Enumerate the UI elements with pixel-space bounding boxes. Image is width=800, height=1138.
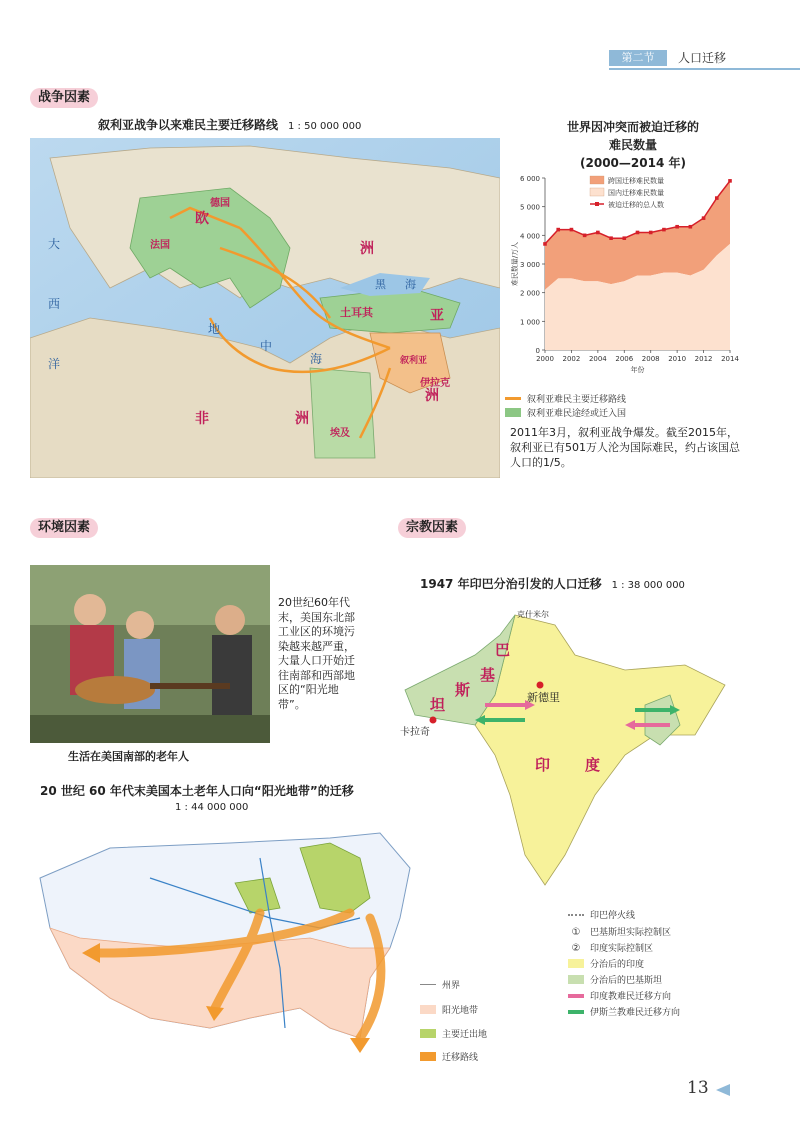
india-map-scale: 1 : 38 000 000 (611, 580, 685, 591)
india-legend-pakistan (568, 973, 662, 986)
y-tick-label: 0 (535, 347, 540, 355)
us-legend-boundary-label: 州界 (442, 981, 461, 991)
x-tick-label: 2004 (588, 355, 607, 363)
legend-label: 国内迁移难民数量 (608, 189, 664, 197)
label-germany: 德国 (210, 198, 230, 209)
point-total (675, 225, 679, 229)
point-total (596, 231, 600, 235)
legend-marker (595, 202, 599, 206)
syria-map-caption (98, 116, 361, 133)
label-turkey: 土耳其 (340, 306, 373, 319)
label-asia: 亚 (430, 308, 444, 324)
us-legend-sunbelt-label: 阳光地带 (442, 1006, 479, 1016)
point-total (662, 228, 666, 232)
label-atlantic3: 洋 (48, 357, 61, 371)
boundary-swatch (420, 984, 436, 985)
y-tick-label: 5 000 (519, 203, 540, 212)
y-tick-label: 3 000 (519, 261, 540, 269)
label-iraq: 伊拉克 (420, 378, 450, 389)
label-atlantic2: 西 (48, 297, 61, 311)
point-total (649, 231, 653, 235)
page-number: 13 (687, 1078, 709, 1098)
label-pakistan2: 基 (480, 666, 496, 684)
india-map-title: 1947 年印巴分治引发的人口迁移 (420, 577, 602, 591)
origin-swatch (420, 1029, 436, 1038)
india-legend-ind-control (568, 941, 653, 954)
point-total (556, 228, 560, 232)
us-legend-route (420, 1050, 478, 1063)
us-legend-origin-label: 主要迁出地 (442, 1030, 488, 1040)
india-legend-india-label: 分治后的印度 (590, 960, 645, 970)
sunbelt-swatch (420, 1005, 436, 1014)
india-legend-india (568, 957, 644, 970)
us-legend-origin (420, 1027, 487, 1040)
x-axis-label: 年份 (630, 366, 645, 374)
y-tick-label: 6 000 (519, 175, 540, 183)
syria-legend-country (505, 406, 626, 419)
label-pakistan: 巴 (495, 641, 511, 659)
legend-swatch (590, 176, 604, 184)
label-europe2: 洲 (360, 241, 374, 257)
india-legend-hindu (568, 989, 671, 1002)
india-legend-ceasefire (568, 908, 635, 921)
x-tick-label: 2010 (668, 355, 687, 363)
photo-caption: 生活在美国南部的老年人 (68, 750, 189, 763)
elderly-photo (30, 565, 270, 743)
point-total (636, 231, 640, 235)
section-badge: 第二节 (609, 50, 667, 66)
india-legend-ceasefire-label: 印巴停火线 (590, 911, 636, 921)
point-total (715, 196, 719, 200)
india-legend-pakistan-label: 分治后的巴基斯坦 (590, 976, 663, 986)
country-swatch (505, 408, 521, 417)
india-map-caption (420, 575, 685, 592)
india-legend-pak-control-label: 巴基斯坦实际控制区 (590, 928, 672, 938)
label-black-sea2: 海 (405, 278, 416, 291)
x-tick-label: 2002 (562, 355, 581, 363)
us-map-scale: 1 : 44 000 000 (175, 802, 249, 813)
syria-legend-route (505, 392, 626, 405)
point-total (543, 242, 547, 246)
us-map-caption: 20 世纪 60 年代末美国本土老年人口向“阳光地带”的迁移 (40, 784, 354, 798)
label-egypt: 埃及 (330, 428, 350, 439)
circle-one-icon: ① (571, 927, 581, 938)
x-tick-label: 2008 (641, 355, 660, 363)
header-rule (609, 68, 800, 70)
label-pakistan4: 坦 (430, 696, 446, 714)
india-legend-hindu-label: 印度教难民迁移方向 (590, 992, 672, 1002)
route-arrow-swatch (420, 1052, 436, 1061)
pakistan-swatch (568, 975, 584, 984)
legend-label: 跨国迁移难民数量 (608, 177, 664, 185)
section-tag-religion: 宗教因素 (398, 518, 466, 538)
india-legend-ind-control-label: 印度实际控制区 (590, 944, 654, 954)
arrow-left-icon (716, 1084, 730, 1096)
india-legend-muslim (568, 1005, 680, 1018)
label-pakistan3: 斯 (455, 681, 471, 699)
india-legend-muslim-label: 伊斯兰教难民迁移方向 (590, 1008, 681, 1018)
syria-refugee-map (30, 138, 500, 478)
y-tick-label: 4 000 (519, 232, 540, 241)
y-axis-label: 难民数量/万人 (511, 241, 519, 287)
us-legend-sunbelt (420, 1003, 478, 1016)
syria-legend-route-label: 叙利亚难民主要迁移路线 (527, 395, 627, 405)
x-tick-label: 2014 (721, 355, 739, 363)
ceasefire-swatch (568, 914, 584, 916)
route-swatch (505, 397, 521, 400)
india-pakistan-map (395, 595, 740, 895)
point-total (609, 236, 613, 240)
label-africa: 非 (195, 411, 209, 427)
india-legend-pak-control (568, 925, 671, 938)
syria-legend-country-label: 叙利亚难民途经或迁入国 (527, 409, 627, 419)
chart-title-line1: 世界因冲突而被迫迁移的 (566, 120, 699, 134)
section-tag-war: 战争因素 (30, 88, 98, 108)
label-med: 地 (208, 322, 221, 336)
point-total (728, 179, 732, 183)
circle-two-icon: ② (571, 943, 581, 954)
chart-title-line2: 难民数量 (608, 138, 657, 152)
label-india: 印 (535, 756, 551, 774)
label-asia2: 洲 (425, 388, 439, 404)
label-atlantic: 大 (48, 237, 61, 251)
point-total (622, 236, 626, 240)
point-total (689, 225, 693, 229)
hindu-arrow-swatch (568, 994, 584, 998)
y-tick-label: 2 000 (519, 289, 540, 298)
photo-side-text: 20世纪60年代末，美国东北部工业区的环境污染越来越严重，大量人口开始迁往南部和西部地区的“阳光地带”。 (278, 596, 355, 711)
label-france: 法国 (150, 240, 170, 251)
label-kashmir: 克什米尔 (517, 610, 549, 619)
us-legend-boundary (420, 978, 460, 991)
point-total (702, 216, 706, 220)
x-tick-label: 2006 (615, 355, 634, 363)
refugee-chart (505, 170, 745, 385)
label-india2: 度 (585, 756, 601, 774)
label-med3: 海 (310, 352, 323, 366)
label-karachi: 卡拉奇 (400, 727, 430, 738)
muslim-arrow-swatch (568, 1010, 584, 1014)
label-europe: 欧 (195, 211, 209, 227)
chart-title-line3: (2000—2014 年) (580, 156, 686, 170)
syria-map-scale: 1 : 50 000 000 (288, 121, 362, 132)
point-total (583, 234, 587, 238)
label-med2: 中 (260, 339, 273, 353)
syria-map-title: 叙利亚战争以来难民主要迁移路线 (98, 118, 279, 132)
india-swatch (568, 959, 584, 968)
refugee-chart-title (518, 118, 748, 172)
syria-note: 2011年3月，叙利亚战争爆发。截至2015年，叙利亚已有501万人沦为国际难民，约占该国总人口的1/5。 (510, 426, 740, 469)
label-syria: 叙利亚 (400, 356, 428, 366)
chapter-title: 人口迁移 (678, 51, 727, 65)
legend-label: 被迫迁移的总人数 (608, 201, 664, 209)
x-tick-label: 2000 (536, 355, 554, 363)
y-tick-label: 1 000 (519, 318, 540, 327)
label-delhi: 新德里 (527, 691, 560, 704)
legend-swatch (590, 188, 604, 196)
x-tick-label: 2012 (694, 355, 713, 363)
us-sunbelt-map (30, 818, 415, 1068)
section-tag-environment: 环境因素 (30, 518, 98, 538)
us-legend-route-label: 迁移路线 (442, 1053, 479, 1063)
label-africa2: 洲 (295, 411, 309, 427)
label-black-sea: 黑 (375, 278, 386, 291)
point-total (570, 228, 574, 232)
